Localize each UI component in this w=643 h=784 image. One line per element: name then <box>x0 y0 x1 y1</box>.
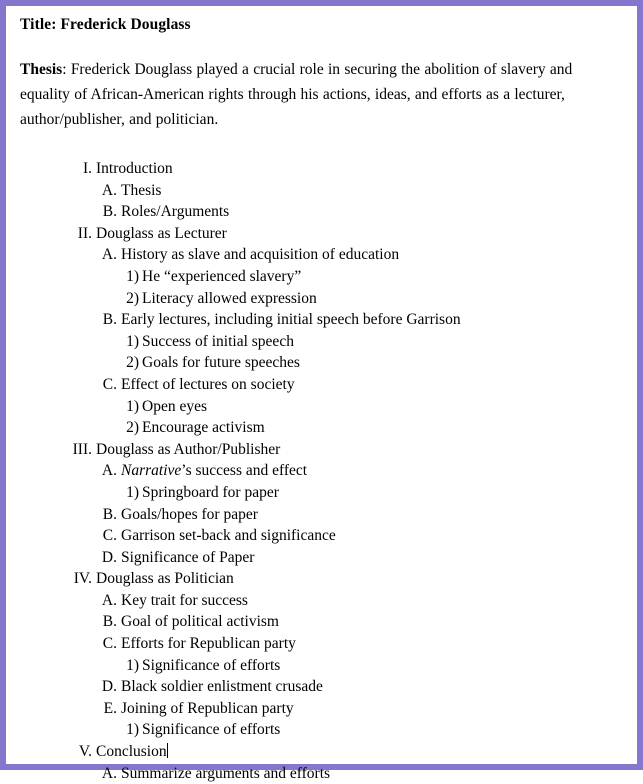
outline-item-text: Open eyes <box>142 397 207 415</box>
outline-item-text: Summarize arguments and efforts <box>121 764 331 782</box>
outline-item-marker: A. <box>101 181 117 199</box>
outline-item-marker: B. <box>102 203 117 221</box>
outline-item-text: Significance of efforts <box>142 656 281 674</box>
outline-item-text: Goals/hopes for paper <box>121 505 258 523</box>
outline-item-level-2[interactable] <box>20 180 623 202</box>
outline-item-level-3[interactable] <box>20 266 623 288</box>
outline-item-level-3[interactable] <box>20 331 623 353</box>
outline-item-level-2[interactable] <box>20 763 623 784</box>
outline-item-text: Goals for future speeches <box>142 354 300 372</box>
outline-item-text: Success of initial speech <box>142 332 294 350</box>
outline-item-text: Effect of lectures on society <box>121 375 295 393</box>
outline-item-marker: 2) <box>126 289 139 307</box>
outline-item-level-1[interactable] <box>20 223 623 245</box>
outline-item-marker: E. <box>103 699 117 717</box>
outline-item-level-3[interactable] <box>20 288 623 310</box>
outline-item-level-1[interactable] <box>20 439 623 461</box>
outline-item-marker: B. <box>102 613 117 631</box>
outline-item-text: Early lectures, including initial speech before Garrison <box>121 311 461 329</box>
outline-item-level-3[interactable] <box>20 482 623 504</box>
outline-item-marker: V. <box>78 743 92 761</box>
outline-item-marker: 1) <box>126 483 139 501</box>
text-cursor-caret <box>167 743 168 758</box>
outline-item-text: Introduction <box>96 160 173 177</box>
outline-item-level-3[interactable] <box>20 396 623 418</box>
outline-item-text: Conclusion <box>96 743 167 761</box>
outline-item-marker: D. <box>101 678 117 696</box>
outline-item-text: Key trait for success <box>121 591 248 609</box>
outline-item-marker: A. <box>101 246 117 264</box>
outline-item-level-2[interactable] <box>20 201 623 223</box>
outline-item-marker: B. <box>102 505 117 523</box>
outline-item-text: Garrison set-back and significance <box>121 527 336 545</box>
outline-item-text <box>121 462 307 479</box>
outline-item-marker: 1) <box>126 267 139 285</box>
outline-item-text: Douglass as Author/Publisher <box>96 440 281 458</box>
outline-item-text: Black soldier enlistment crusade <box>121 678 323 696</box>
outline-item-marker: B. <box>102 311 117 329</box>
thesis-separator: : <box>62 61 71 78</box>
outline-item-level-1[interactable] <box>20 741 623 763</box>
outline-item-title-italic: Narrative <box>121 462 182 480</box>
outline-item-text: Literacy allowed expression <box>142 289 317 307</box>
outline-item-marker: C. <box>102 635 117 653</box>
outline-item-level-2[interactable] <box>20 547 623 569</box>
outline-item-level-2[interactable] <box>20 374 623 396</box>
outline-item-marker: II. <box>77 224 92 242</box>
outline-item-marker: A. <box>101 591 117 609</box>
outline-item-marker: IV. <box>73 570 92 588</box>
outline-item-level-3[interactable] <box>20 352 623 374</box>
outline-item-text: Douglass as Politician <box>96 570 234 588</box>
outline-item-level-3[interactable] <box>20 719 623 741</box>
outline-item-marker: III. <box>72 440 92 458</box>
outline-item-text: Significance of Paper <box>121 548 255 566</box>
outline-item-text: Goal of political activism <box>121 613 279 631</box>
outline-item-text: Springboard for paper <box>142 483 279 501</box>
outline-item-marker: D. <box>101 548 117 566</box>
outline-item-text: Efforts for Republican party <box>121 635 296 653</box>
outline-item-marker: 2) <box>126 419 139 437</box>
outline-item-level-2[interactable] <box>20 611 623 633</box>
outline-item-level-2[interactable] <box>20 633 623 655</box>
outline-item-level-2[interactable] <box>20 590 623 612</box>
outline-item-level-2[interactable] <box>20 244 623 266</box>
outline-item-text: Thesis <box>121 181 162 199</box>
outline-item-level-3[interactable] <box>20 417 623 439</box>
outline-item-text: Douglass as Lecturer <box>96 224 227 242</box>
outline-item-level-1[interactable] <box>20 158 623 180</box>
outline-item-text: History as slave and acquisition of education <box>121 246 400 264</box>
thesis-paragraph <box>20 57 620 132</box>
outline-item-level-2[interactable] <box>20 460 623 482</box>
outline-item-text: He “experienced slavery” <box>142 267 302 285</box>
outline-item-marker: 2) <box>126 354 139 372</box>
outline-item-level-3[interactable] <box>20 655 623 677</box>
outline-list <box>20 158 623 784</box>
document-body[interactable] <box>6 6 637 784</box>
outline-item-level-2[interactable] <box>20 309 623 331</box>
outline-item-level-2[interactable] <box>20 676 623 698</box>
thesis-label: Thesis <box>20 61 63 78</box>
outline-item-text: Joining of Republican party <box>121 699 294 717</box>
outline-item-level-2[interactable] <box>20 525 623 547</box>
outline-item-marker: 1) <box>126 721 139 739</box>
outline-item-marker: C. <box>102 527 117 545</box>
outline-item-marker: A. <box>101 462 117 480</box>
thesis-text: Frederick Douglass played a crucial role in securing the abolition of slavery and equality of African-American rights through his actions, ideas, and efforts as a lecturer, author/publisher, and politician. <box>20 61 573 128</box>
outline-item-text: Significance of efforts <box>142 721 281 739</box>
outline-item-marker: I. <box>82 160 92 177</box>
outline-item-marker: A. <box>101 764 117 782</box>
outline-item-marker: 1) <box>126 332 139 350</box>
outline-item-marker: 1) <box>126 397 139 415</box>
outline-item-marker: 1) <box>126 656 139 674</box>
outline-item-text: Roles/Arguments <box>121 203 230 221</box>
outline-item-marker: C. <box>102 375 117 393</box>
outline-item-text-rest: ’s success and effect <box>181 462 308 480</box>
outline-item-level-2[interactable] <box>20 504 623 526</box>
outline-item-level-2[interactable] <box>20 698 623 720</box>
outline-item-level-1[interactable] <box>20 568 623 590</box>
outline-item-text: Encourage activism <box>142 419 265 437</box>
document-title: Title: Frederick Douglass <box>20 16 191 33</box>
